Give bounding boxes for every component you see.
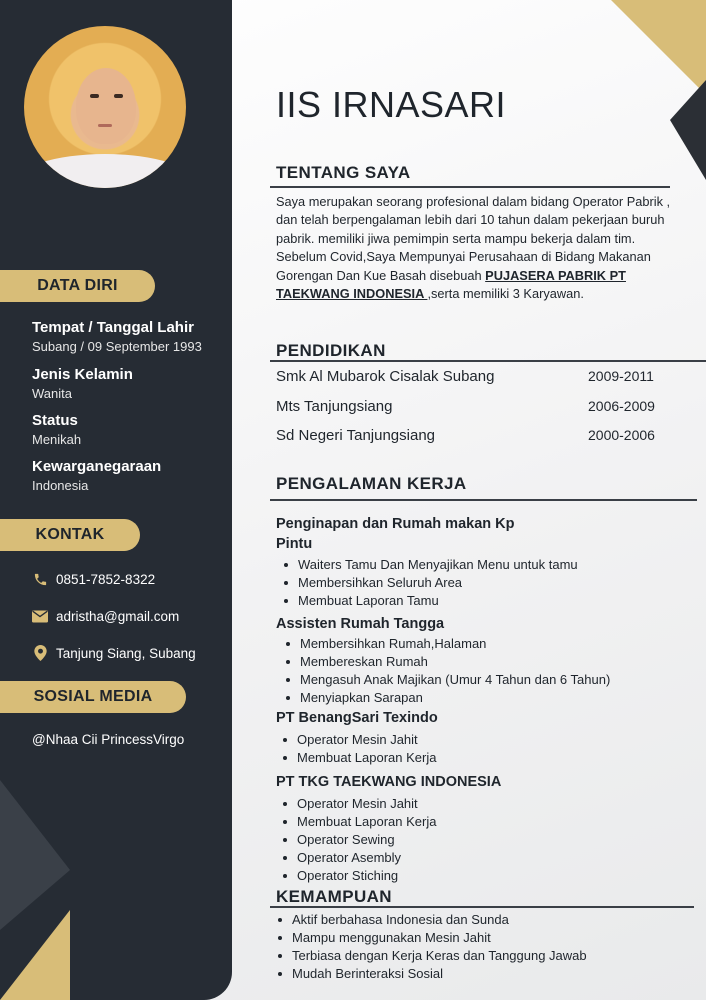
decor-gray-triangle bbox=[0, 780, 70, 930]
list-item: Operator Mesin Jahit bbox=[277, 731, 436, 749]
skills-list bbox=[272, 911, 587, 983]
list-item: Aktif berbahasa Indonesia dan Sunda bbox=[272, 911, 587, 929]
section-badge-data-diri: DATA DIRI bbox=[0, 270, 155, 302]
list-item: Terbiasa dengan Kerja Keras dan Tanggung Jawab bbox=[272, 947, 587, 965]
school-name: Smk Al Mubarok Cisalak Subang bbox=[276, 368, 495, 385]
mail-icon bbox=[32, 608, 48, 624]
job-duties bbox=[280, 635, 610, 707]
job-title: Assisten Rumah Tangga bbox=[276, 616, 445, 632]
school-name: Mts Tanjungsiang bbox=[276, 398, 393, 415]
school-name: Sd Negeri Tanjungsiang bbox=[276, 427, 436, 444]
list-item: Operator Asembly bbox=[277, 849, 436, 867]
list-item: Membuat Laporan Kerja bbox=[277, 749, 436, 767]
about-end: ,serta memiliki 3 Karyawan. bbox=[427, 286, 584, 302]
job-duties bbox=[277, 731, 436, 767]
sidebar bbox=[0, 0, 232, 1000]
divider bbox=[270, 186, 670, 188]
school-years: 2009-2011 bbox=[588, 368, 654, 384]
field-label: Kewarganegaraan bbox=[32, 458, 162, 475]
list-item: Membuat Laporan Tamu bbox=[278, 592, 578, 610]
field-value: Menikah bbox=[32, 432, 82, 447]
job-title-line: Penginapan dan Rumah makan Kp bbox=[276, 516, 515, 532]
list-item: Membersihkan Seluruh Area bbox=[278, 574, 578, 592]
divider bbox=[270, 360, 706, 362]
list-item: Waiters Tamu Dan Menyajikan Menu untuk tamu bbox=[278, 556, 578, 574]
social-handle[interactable]: @Nhaa Cii PrincessVirgo bbox=[32, 732, 185, 747]
job-title: PT BenangSari Texindo bbox=[276, 710, 438, 726]
contact-text: adristha@gmail.com bbox=[56, 608, 180, 624]
field-value: Indonesia bbox=[32, 478, 89, 493]
location-pin-icon bbox=[32, 645, 48, 661]
list-item: Membuat Laporan Kerja bbox=[277, 813, 436, 831]
profile-photo bbox=[24, 26, 186, 188]
list-item: Operator Stiching bbox=[277, 867, 436, 885]
section-badge-sosial-media: SOSIAL MEDIA bbox=[0, 681, 186, 713]
decor-dark-triangle bbox=[670, 80, 706, 180]
field-value: Subang / 09 September 1993 bbox=[32, 339, 202, 354]
contact-email[interactable] bbox=[32, 608, 179, 624]
job-title-line: Pintu bbox=[276, 536, 313, 552]
divider bbox=[270, 906, 694, 908]
list-item: Membereskan Rumah bbox=[280, 653, 610, 671]
field-status bbox=[32, 411, 81, 449]
section-title-skills: KEMAMPUAN bbox=[276, 887, 392, 906]
job-title bbox=[276, 514, 515, 554]
list-item: Mengasuh Anak Majikan (Umur 4 Tahun dan 6 Tahun) bbox=[280, 671, 610, 689]
list-item: Operator Mesin Jahit bbox=[277, 795, 436, 813]
list-item: Mudah Berinteraksi Sosial bbox=[272, 965, 587, 983]
section-title-education: PENDIDIKAN bbox=[276, 341, 386, 360]
school-years: 2000-2006 bbox=[588, 427, 655, 443]
contact-text: Tanjung Siang, Subang bbox=[56, 645, 196, 661]
field-nationality bbox=[32, 457, 161, 495]
contact-phone[interactable] bbox=[32, 571, 155, 587]
field-label: Tempat / Tanggal Lahir bbox=[32, 319, 194, 336]
about-text bbox=[276, 193, 672, 303]
section-title-about: TENTANG SAYA bbox=[276, 163, 411, 182]
school-years: 2006-2009 bbox=[588, 398, 655, 414]
list-item: Mampu menggunakan Mesin Jahit bbox=[272, 929, 587, 947]
education-row bbox=[276, 427, 672, 444]
decor-gold-corner bbox=[0, 910, 70, 1000]
field-gender bbox=[32, 365, 133, 403]
education-row bbox=[276, 368, 672, 385]
education-row bbox=[276, 398, 672, 415]
section-title-experience: PENGALAMAN KERJA bbox=[276, 474, 467, 493]
divider bbox=[270, 499, 697, 501]
phone-icon bbox=[32, 571, 48, 587]
full-name: IIS IRNASARI bbox=[276, 84, 507, 125]
list-item: Membersihkan Rumah,Halaman bbox=[280, 635, 610, 653]
section-badge-kontak: KONTAK bbox=[0, 519, 140, 551]
field-value: Wanita bbox=[32, 386, 72, 401]
about-highlight: PUJASERA PABRIK PT TAEKWANG INDONESIA bbox=[276, 267, 626, 302]
field-label: Status bbox=[32, 412, 78, 429]
list-item: Menyiapkan Sarapan bbox=[280, 689, 610, 707]
contact-text: 0851-7852-8322 bbox=[56, 571, 156, 587]
field-birth bbox=[32, 318, 202, 356]
field-label: Jenis Kelamin bbox=[32, 366, 133, 383]
job-duties bbox=[277, 795, 436, 885]
list-item: Operator Sewing bbox=[277, 831, 436, 849]
contact-location[interactable] bbox=[32, 645, 196, 661]
job-duties bbox=[278, 556, 578, 610]
job-title: PT TKG TAEKWANG INDONESIA bbox=[276, 774, 502, 790]
about-body: Saya merupakan seorang profesional dalam bidang Operator Pabrik , dan telah berpengalaman lebih dari 10 tahun dalam pekerjaan buruh pabrik. memiliki jiwa pemimpin serta mampu bekerja dalam tim. Sebelum Covid,Saya Mempunyai Perusahaan di Bidang Makanan Gorengan Dan Kue Basah disebuah bbox=[276, 194, 671, 283]
